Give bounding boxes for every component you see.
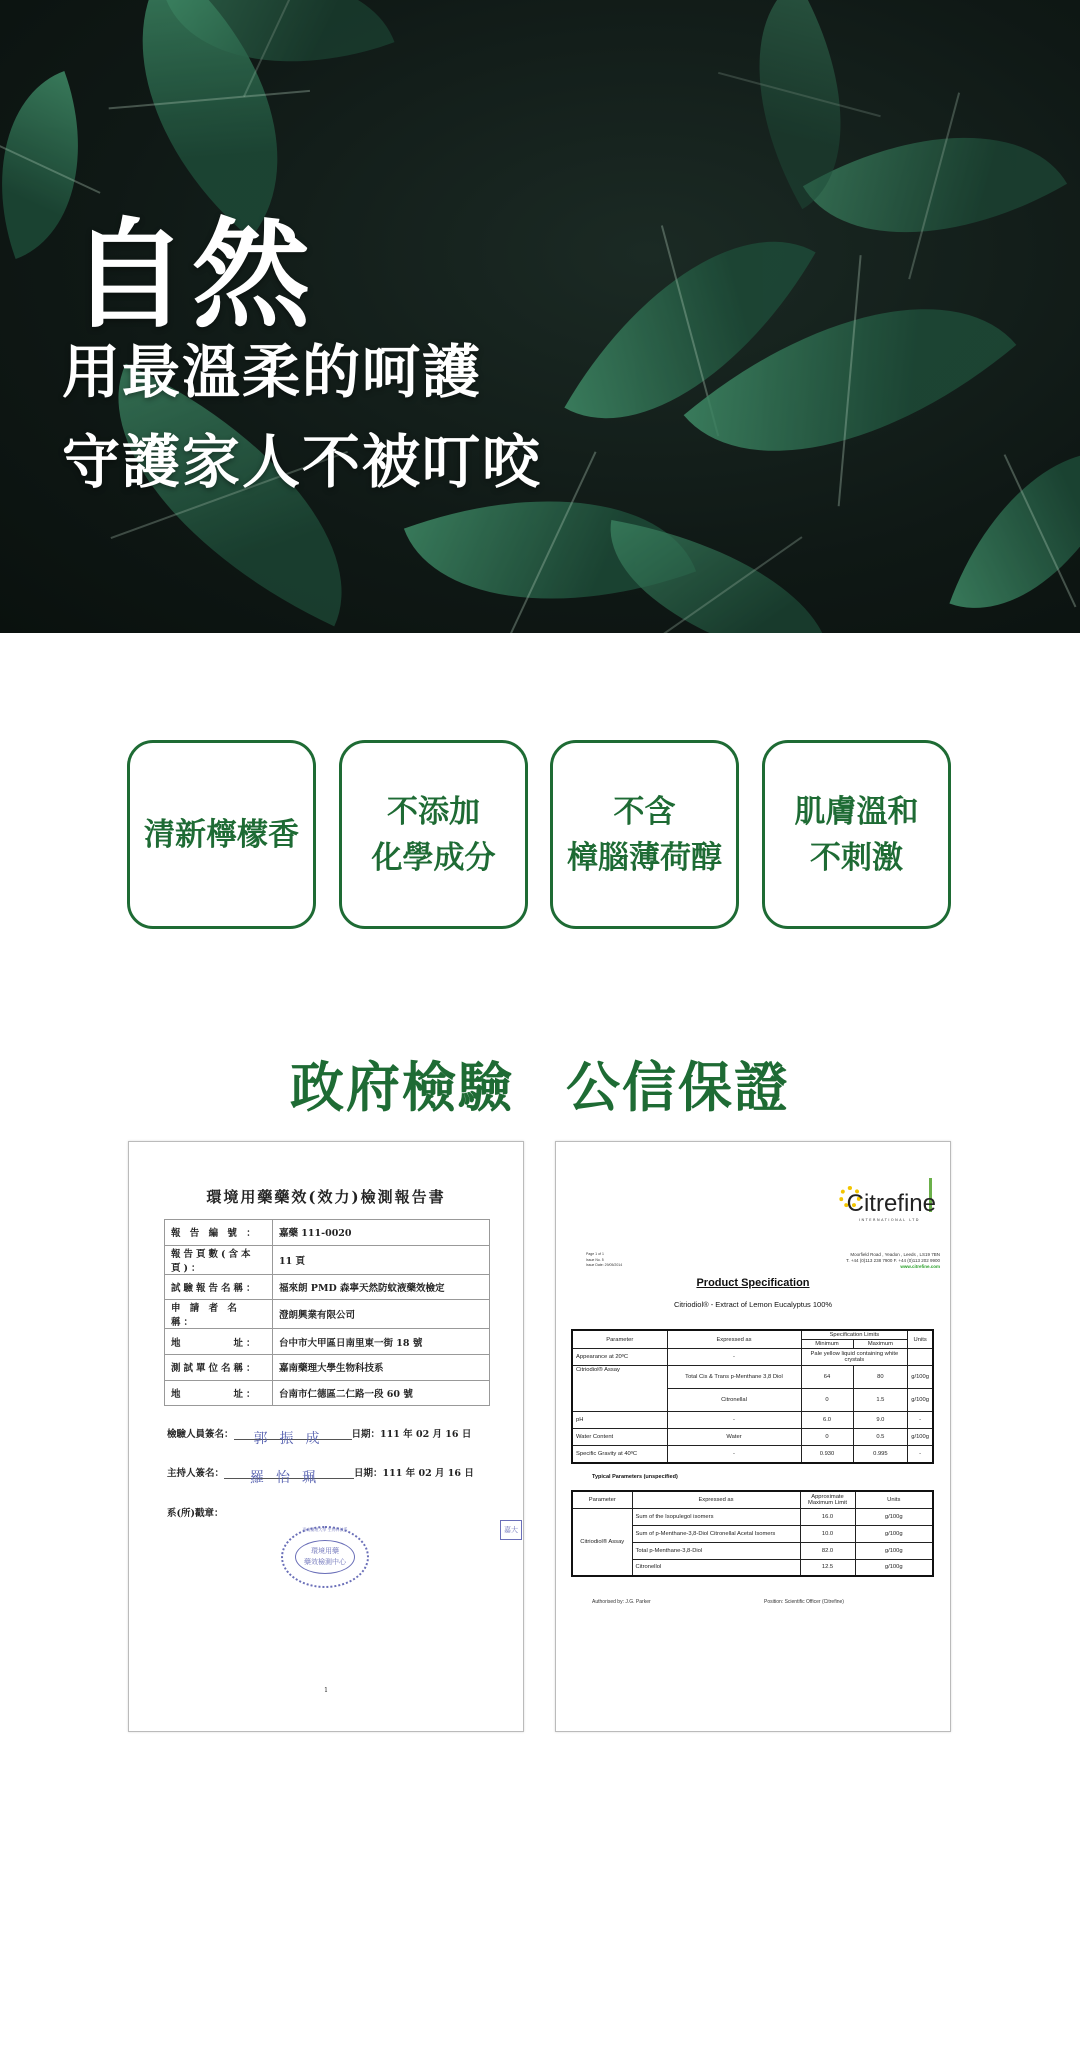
host-signature: 羅怡珮 (224, 1467, 354, 1479)
inspector-signature-row (167, 1426, 472, 1447)
report-row (165, 1329, 490, 1355)
meta-line: Issue No. 5 (586, 1257, 604, 1262)
spec-subtitle: Citriodiol® - Extract of Lemon Eucalyptus 100% (673, 1300, 833, 1309)
row-value: 福來朗 PMD 森寧天然防蚊液藥效檢定 (273, 1274, 490, 1300)
cell: 16.0 (800, 1508, 855, 1525)
col-header: Expressed as (667, 1330, 801, 1349)
seal-label: 系(所)戳章： (167, 1508, 224, 1519)
host-date: 日期：111 年 02 月 16 日 (354, 1468, 474, 1479)
cell: pH (572, 1412, 667, 1429)
doc-meta (586, 1252, 622, 1269)
col-header: Parameter (572, 1330, 667, 1349)
cell: Total Cis & Trans p-Menthane 3,8 Diol (667, 1366, 801, 1389)
cell: Citriodiol® Assay (572, 1366, 667, 1412)
badge-text: 肌膚溫和 (794, 793, 919, 830)
cell: 64 (801, 1366, 853, 1389)
logo-text: Citrefine (846, 1190, 936, 1217)
meta-line: Issue Date: 29/05/2014 (586, 1263, 623, 1267)
col-header: Maximum (853, 1340, 908, 1349)
cell: 0 (801, 1429, 853, 1446)
table-row (572, 1429, 933, 1446)
stamp-outer-text: 嘉南藥理大學 生物科技系 (302, 1527, 348, 1532)
col-header: Approximate Maximum Limit (800, 1491, 855, 1508)
section-title-right: 公信保證 (566, 1056, 790, 1119)
feature-badge-no-camphor (550, 740, 739, 929)
table-row (572, 1412, 933, 1429)
citrefine-logo (847, 1190, 936, 1222)
row-value: 11 頁 (273, 1245, 490, 1274)
host-label: 主持人簽名： (167, 1468, 225, 1479)
row-label: 試驗報告名稱： (165, 1274, 273, 1300)
col-header: Expressed as (632, 1491, 800, 1508)
inspector-signature: 郭振成 (234, 1428, 352, 1440)
cell: g/100g (908, 1429, 933, 1446)
table-row (572, 1508, 933, 1525)
cell: - (667, 1349, 801, 1366)
col-header: Minimum (801, 1340, 853, 1349)
logo-subtitle: INTERNATIONAL LTD (859, 1218, 920, 1222)
cell: Citriodiol® Assay (572, 1508, 632, 1576)
leaf-decoration (949, 416, 1080, 633)
report-row (165, 1355, 490, 1381)
side-stamp: 嘉大 (500, 1520, 522, 1540)
host-signature-row (167, 1465, 474, 1486)
feature-badge-lemon (127, 740, 316, 929)
row-label: 測試單位名稱： (165, 1355, 273, 1381)
cell: 0.995 (853, 1446, 908, 1463)
col-header: Units (908, 1330, 933, 1349)
badge-text: 清新檸檬香 (144, 816, 299, 853)
authorised-by: Authorised by: J.G. Parker (592, 1599, 651, 1605)
cell: - (908, 1412, 933, 1429)
cell: Appearance at 20ºC (572, 1349, 667, 1366)
cell: Citronellal (667, 1389, 801, 1412)
report-info-table (164, 1219, 490, 1406)
company-contact (846, 1252, 940, 1270)
badge-text: 不刺激 (810, 839, 903, 876)
col-header: Specification Limits (801, 1330, 908, 1340)
cell: Sum of the Isopulegol isomers (632, 1508, 800, 1525)
hero-tagline-1: 用最溫柔的呵護 (62, 338, 483, 406)
cell: 10.0 (800, 1525, 855, 1542)
product-specification-doc (555, 1141, 951, 1732)
section-title (0, 1045, 1080, 1122)
spec-title: Product Specification (696, 1277, 810, 1289)
government-test-report (128, 1141, 524, 1732)
row-label: 地 址： (165, 1380, 273, 1406)
cell: 1.5 (853, 1389, 908, 1412)
cell: g/100g (908, 1389, 933, 1412)
inspector-label: 檢驗人員簽名： (167, 1429, 234, 1440)
row-value: 嘉南藥理大學生物科技系 (273, 1355, 490, 1381)
badge-text: 不添加 (387, 793, 480, 830)
table-row (572, 1446, 933, 1463)
phone: T. +44 (0)113 238 7900 F. +44 (0)113 202 9900 (846, 1258, 940, 1263)
report-title: 環境用藥藥效(效力)檢測報告書 (206, 1188, 446, 1206)
cell: 6.0 (801, 1412, 853, 1429)
typical-parameters-title: Typical Parameters (unspecified) (592, 1474, 678, 1480)
cell: - (908, 1446, 933, 1463)
col-header: Units (855, 1491, 933, 1508)
row-value: 澄朗興業有限公司 (273, 1300, 490, 1329)
row-label: 地 址： (165, 1329, 273, 1355)
cell: Water (667, 1429, 801, 1446)
badge-text: 樟腦薄荷醇 (567, 839, 722, 876)
cell: Water Content (572, 1429, 667, 1446)
row-value: 嘉藥 111-0020 (273, 1220, 490, 1246)
cell: Total p-Menthane-3,8-Diol (632, 1542, 800, 1559)
report-row (165, 1245, 490, 1274)
cell: Sum of p-Menthane-3,8-Diol Citronellal Acetal Isomers (632, 1525, 800, 1542)
meta-line: Page 1 of 1 (586, 1252, 604, 1256)
feature-badge-gentle (762, 740, 951, 929)
cell: - (667, 1412, 801, 1429)
section-title-left: 政府檢驗 (290, 1056, 514, 1119)
hero-tagline-2: 守護家人不被叮咬 (62, 428, 543, 496)
row-label: 報 告 編 號 ： (165, 1220, 273, 1246)
report-row (165, 1274, 490, 1300)
cell: 0.930 (801, 1446, 853, 1463)
specification-table (571, 1329, 934, 1464)
cell: Pale yellow liquid containing white crystals (801, 1349, 908, 1366)
col-header: Parameter (572, 1491, 632, 1508)
hero-banner (0, 0, 1080, 633)
cell: g/100g (855, 1542, 933, 1559)
position: Position: Scientific Officer (Citrefine) (764, 1599, 844, 1605)
cell: - (667, 1446, 801, 1463)
cell: g/100g (855, 1508, 933, 1525)
cell: 0.5 (853, 1429, 908, 1446)
cell: Citronellol (632, 1559, 800, 1576)
row-label: 申 請 者 名 稱： (165, 1300, 273, 1329)
cell: 12.5 (800, 1559, 855, 1576)
stamp-inner-line: 環境用藥 (311, 1547, 339, 1555)
row-value: 台南市仁德區二仁路一段 60 號 (273, 1380, 490, 1406)
badge-text: 不含 (613, 793, 676, 830)
cell: 0 (801, 1389, 853, 1412)
page-number: 1 (324, 1687, 328, 1694)
cell: Specific Gravity at 40ºC (572, 1446, 667, 1463)
report-row (165, 1300, 490, 1329)
cell: 9.0 (853, 1412, 908, 1429)
official-seal-stamp (281, 1526, 369, 1588)
report-row (165, 1380, 490, 1406)
badge-text: 化學成分 (371, 839, 496, 876)
address: Moorfield Road , Yeadon , Leeds , LS19 7BN (850, 1252, 940, 1257)
cell: 80 (853, 1366, 908, 1389)
hero-title: 自然 (70, 206, 315, 344)
inspector-date: 日期：111 年 02 月 16 日 (351, 1429, 472, 1440)
cell: g/100g (908, 1366, 933, 1389)
row-label: 報告頁數(含本頁)： (165, 1245, 273, 1274)
row-value: 台中市大甲區日南里東一街 18 號 (273, 1329, 490, 1355)
website-link[interactable]: www.citrefine.com (900, 1264, 940, 1269)
leaf-decoration (592, 520, 847, 633)
cell: g/100g (855, 1559, 933, 1576)
stamp-inner-line: 藥效檢測中心 (304, 1558, 346, 1566)
typical-parameters-table (571, 1490, 934, 1577)
report-row (165, 1220, 490, 1246)
feature-badge-no-chemicals (339, 740, 528, 929)
cell: g/100g (855, 1525, 933, 1542)
cell: 82.0 (800, 1542, 855, 1559)
